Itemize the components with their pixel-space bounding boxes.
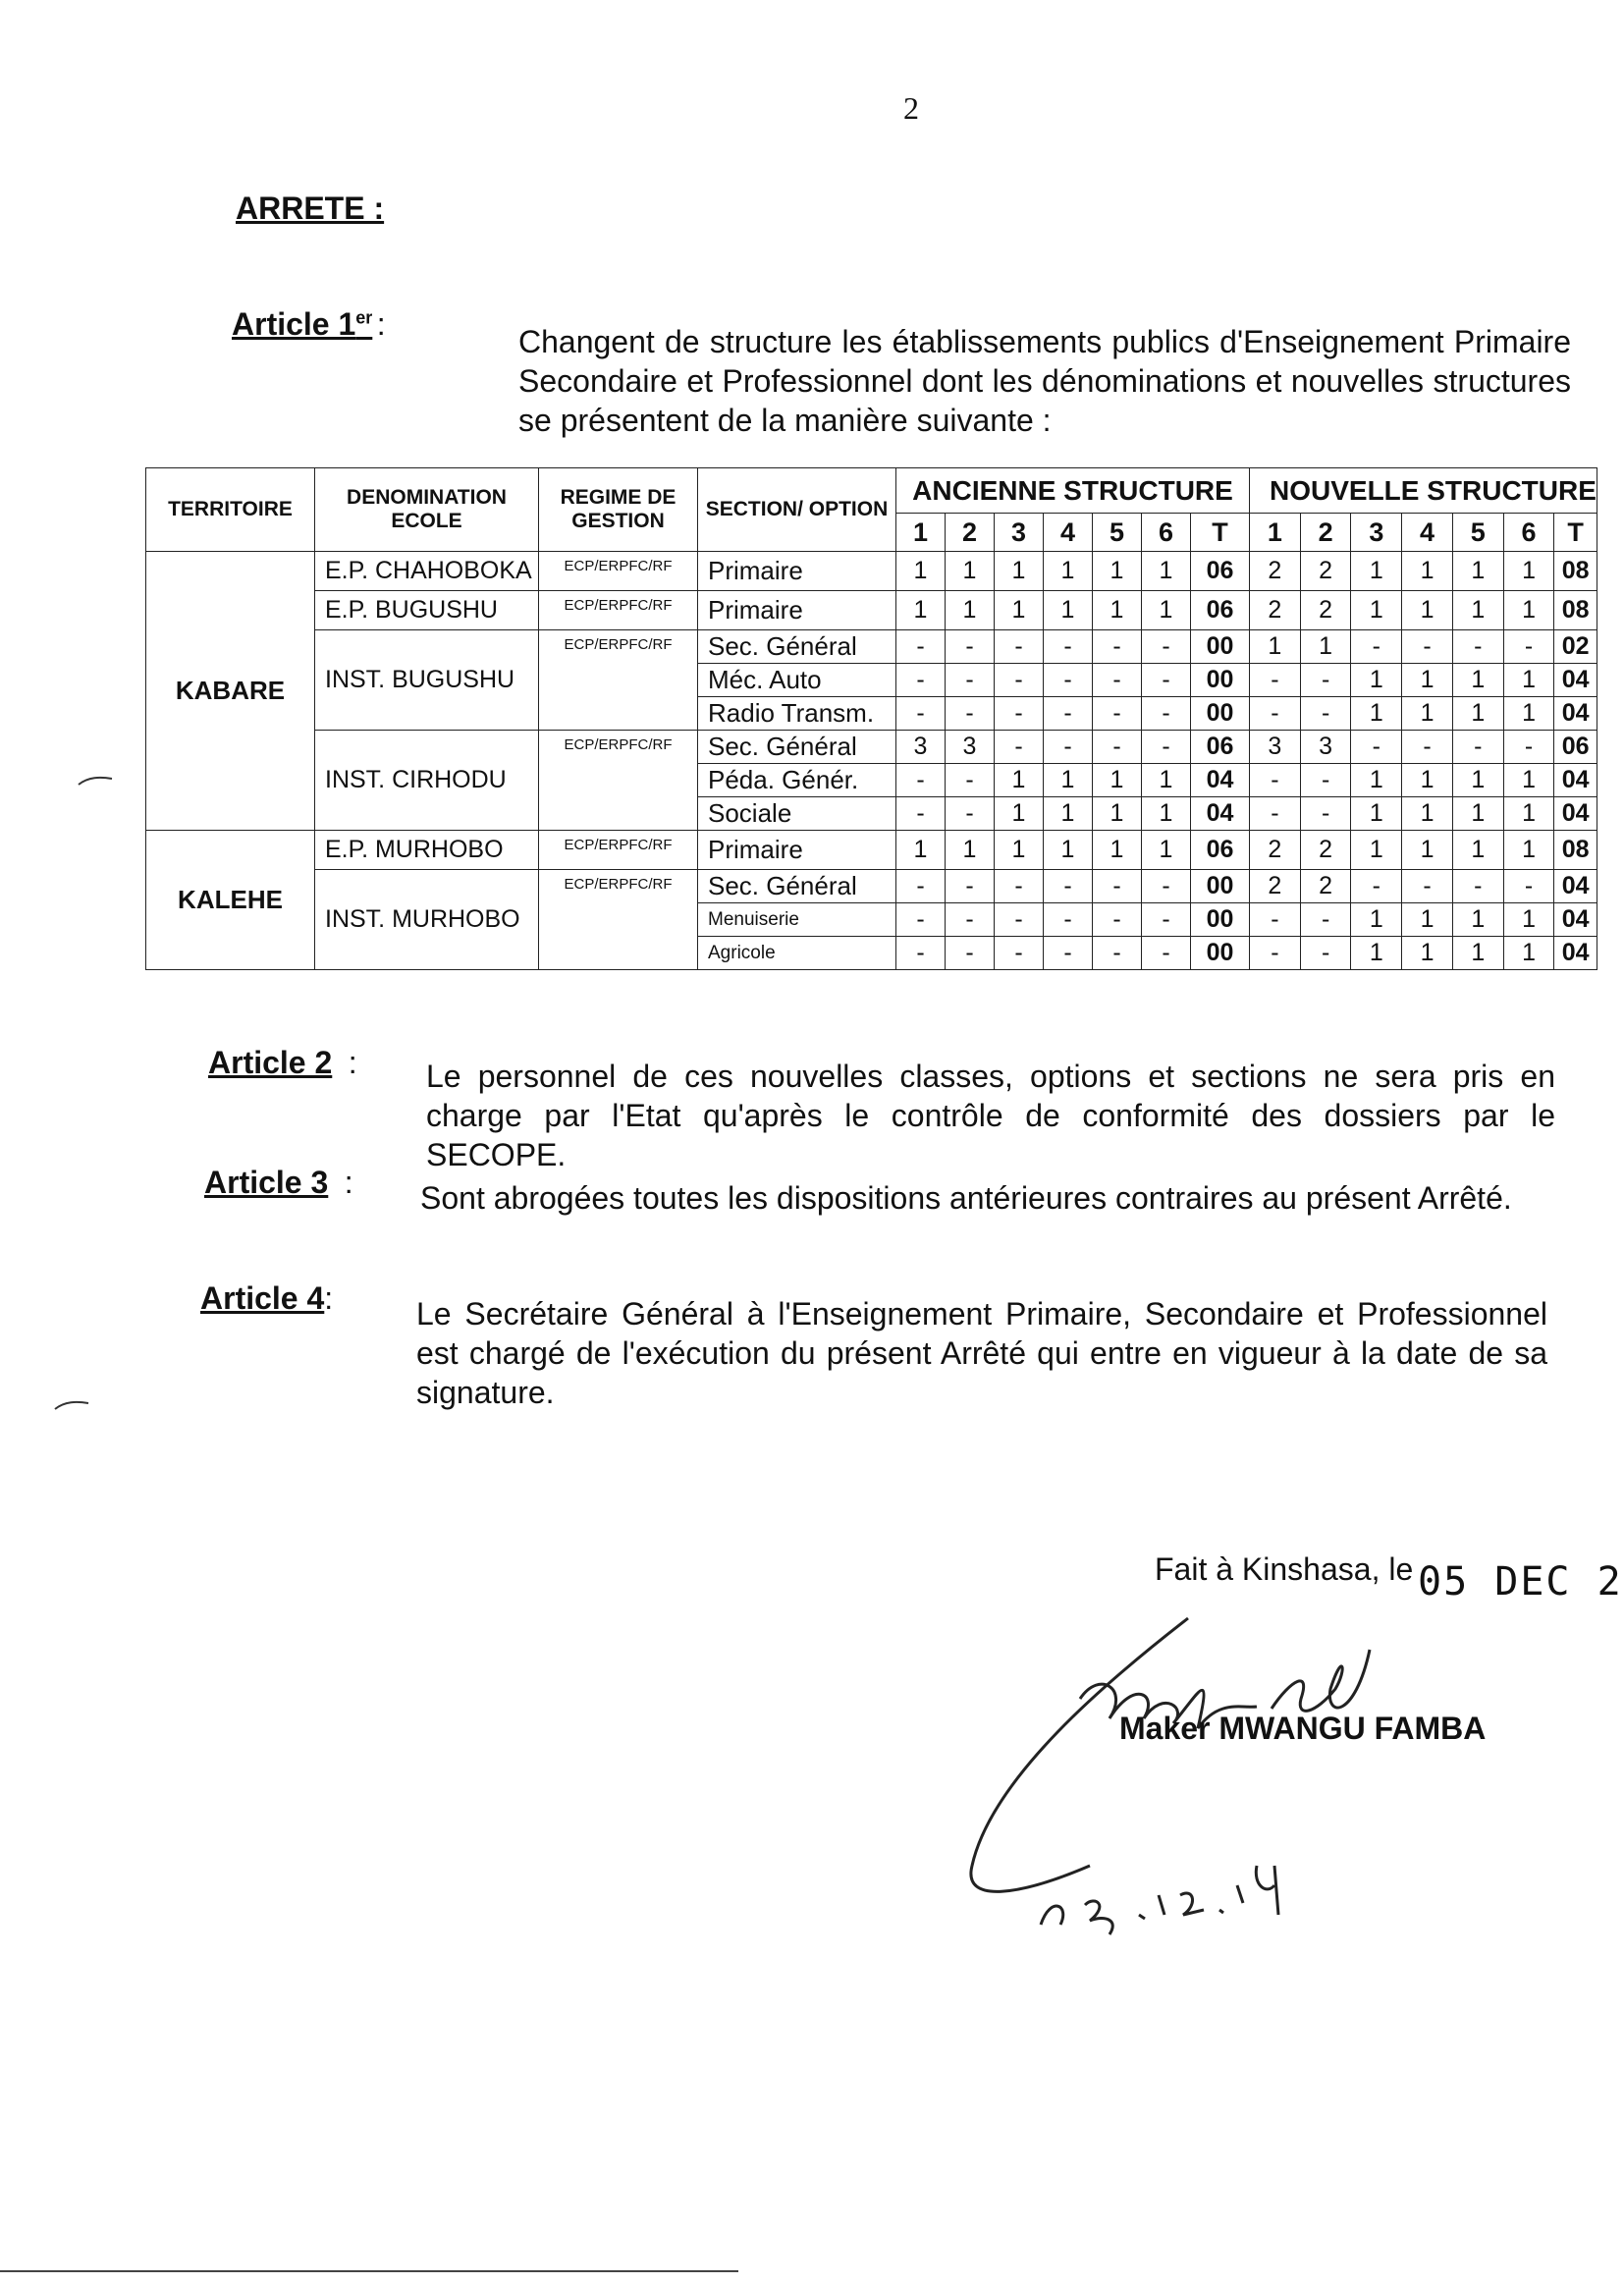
old-structure-cell: - [1044,937,1093,970]
regime: ECP/ERPFC/RF [539,870,698,970]
regime: ECP/ERPFC/RF [539,630,698,731]
old-structure-cell: 00 [1191,903,1250,937]
old-structure-cell: 1 [995,797,1044,831]
old-structure-cell: 06 [1191,731,1250,764]
new-structure-col-6: 6 [1503,514,1554,552]
old-structure-cell: 00 [1191,870,1250,903]
school-name: INST. BUGUSHU [315,630,539,731]
old-structure-cell: - [1142,664,1191,697]
old-structure-cell: 1 [946,591,995,630]
new-structure-cell: 02 [1554,630,1597,664]
new-structure-cell: - [1300,764,1351,797]
old-structure-col-t: T [1191,514,1250,552]
old-structure-cell: 1 [1044,764,1093,797]
section: Sec. Général [698,870,896,903]
article-3-label: Article 3 [204,1165,329,1200]
section: Primaire [698,552,896,591]
new-structure-cell: 04 [1554,697,1597,731]
margin-tick [77,775,116,787]
old-structure-cell: - [1093,731,1142,764]
old-structure-cell: 1 [1044,591,1093,630]
old-structure-cell: 06 [1191,591,1250,630]
old-structure-cell: 1 [1142,831,1191,870]
new-structure-cell: 08 [1554,552,1597,591]
new-structure-cell: 1 [1351,797,1402,831]
table-row [146,870,1597,903]
old-structure-cell: - [1142,870,1191,903]
old-structure-cell: 3 [896,731,946,764]
new-structure-cell: - [1250,937,1301,970]
new-structure-cell: 1 [1503,831,1554,870]
section: Péda. Génér. [698,764,896,797]
new-structure-cell: 2 [1300,552,1351,591]
regime: ECP/ERPFC/RF [539,591,698,630]
new-structure-cell: 2 [1300,591,1351,630]
place-of-signing: Fait à Kinshasa, le [1155,1551,1414,1587]
header-regime: REGIME DE GESTION [539,468,698,552]
territory-kabare: KABARE [146,552,315,831]
header-denomination: DENOMINATION ECOLE [315,468,539,552]
old-structure-cell: - [1093,870,1142,903]
new-structure-cell: - [1452,630,1503,664]
article-2-text: Le personnel de ces nouvelles classes, options et sections ne sera pris en charge par l'Etat qu'après le contrôle de conformité des dossiers par le SECOPE. [426,1059,1555,1172]
old-structure-cell: - [995,731,1044,764]
old-structure-cell: - [896,697,946,731]
old-structure-cell: 1 [896,552,946,591]
old-structure-cell: 1 [1142,797,1191,831]
new-structure-cell: - [1402,630,1453,664]
old-structure-cell: 06 [1191,552,1250,591]
new-structure-cell: 1 [1452,831,1503,870]
header-territoire: TERRITOIRE [146,468,315,552]
old-structure-cell: 1 [995,831,1044,870]
handwritten-signature [962,1571,1512,1944]
section: Méc. Auto [698,664,896,697]
new-structure-cell: 1 [1402,697,1453,731]
new-structure-cell: 1 [1452,797,1503,831]
old-structure-cell: 00 [1191,630,1250,664]
article-4-label: Article 4 [200,1280,325,1316]
old-structure-cell: - [995,903,1044,937]
old-structure-cell: - [1044,697,1093,731]
old-structure-cell: - [896,764,946,797]
article-1-label: Article 1er [232,306,373,342]
old-structure-cell: 1 [946,552,995,591]
table-row [146,731,1597,764]
new-structure-cell: 1 [1402,764,1453,797]
new-structure-cell: 08 [1554,831,1597,870]
old-structure-col-1: 1 [896,514,946,552]
new-structure-cell: - [1503,731,1554,764]
old-structure-cell: - [995,870,1044,903]
new-structure-cell: - [1250,664,1301,697]
regime: ECP/ERPFC/RF [539,731,698,831]
new-structure-cell: 1 [1402,797,1453,831]
new-structure-cell: 04 [1554,797,1597,831]
new-structure-cell: 1 [1503,697,1554,731]
new-structure-cell: 1 [1452,937,1503,970]
new-structure-cell: - [1452,731,1503,764]
new-structure-col-1: 1 [1250,514,1301,552]
old-structure-col-6: 6 [1142,514,1191,552]
new-structure-col-t: T [1554,514,1597,552]
signer-name: Maker MWANGU FAMBA [1119,1711,1487,1746]
old-structure-cell: 1 [896,591,946,630]
old-structure-cell: - [1044,870,1093,903]
article-4-text: Le Secrétaire Général à l'Enseignement Primaire, Secondaire et Professionnel est chargé de l'exécution du présent Arrêté qui entre en vigueur à la date de sa signature. [416,1296,1547,1410]
new-structure-cell: 1 [1351,697,1402,731]
new-structure-cell: - [1300,697,1351,731]
new-structure-col-4: 4 [1402,514,1453,552]
header-section: SECTION/ OPTION [698,468,896,552]
new-structure-col-2: 2 [1300,514,1351,552]
bottom-rule [0,2270,738,2272]
old-structure-cell: 1 [1093,552,1142,591]
school-name: INST. MURHOBO [315,870,539,970]
new-structure-cell: - [1300,903,1351,937]
new-structure-cell: 1 [1402,552,1453,591]
new-structure-cell: 1 [1452,764,1503,797]
old-structure-cell: - [1093,630,1142,664]
new-structure-cell: - [1452,870,1503,903]
old-structure-cell: 00 [1191,937,1250,970]
table-row [146,630,1597,664]
old-structure-cell: 1 [1044,552,1093,591]
new-structure-cell: 1 [1300,630,1351,664]
old-structure-cell: - [896,937,946,970]
header-nouvelle-structure: NOUVELLE STRUCTURE [1250,468,1597,514]
old-structure-cell: - [995,664,1044,697]
old-structure-cell: - [1044,903,1093,937]
school-name: E.P. CHAHOBOKA [315,552,539,591]
article-1-text: Changent de structure les établissements publics d'Enseignement Primaire Secondaire et Professionnel dont les dénominations et nouvelles structures se présentent de la manière suivante : [518,324,1571,438]
regime: ECP/ERPFC/RF [539,552,698,591]
section: Sec. Général [698,630,896,664]
new-structure-cell: - [1250,903,1301,937]
new-structure-cell: 2 [1250,870,1301,903]
new-structure-cell: - [1503,870,1554,903]
territory-kalehe: KALEHE [146,831,315,970]
old-structure-cell: - [1044,731,1093,764]
new-structure-cell: 1 [1250,630,1301,664]
old-structure-cell: - [1044,664,1093,697]
school-name: E.P. BUGUSHU [315,591,539,630]
new-structure-cell: 2 [1300,870,1351,903]
new-structure-cell: 1 [1503,764,1554,797]
old-structure-cell: 1 [1044,797,1093,831]
new-structure-cell: 1 [1351,903,1402,937]
old-structure-cell: - [946,664,995,697]
new-structure-cell: 2 [1250,552,1301,591]
old-structure-cell: 1 [995,591,1044,630]
section: Sec. Général [698,731,896,764]
new-structure-cell: 04 [1554,664,1597,697]
header-ancienne-structure: ANCIENNE STRUCTURE [896,468,1250,514]
old-structure-col-4: 4 [1044,514,1093,552]
new-structure-cell: - [1300,797,1351,831]
old-structure-cell: - [1142,903,1191,937]
new-structure-cell: 1 [1351,664,1402,697]
new-structure-cell: - [1250,797,1301,831]
new-structure-cell: 1 [1503,552,1554,591]
new-structure-cell: - [1351,731,1402,764]
new-structure-cell: 1 [1503,797,1554,831]
new-structure-cell: - [1300,664,1351,697]
new-structure-cell: 04 [1554,764,1597,797]
new-structure-cell: 1 [1503,903,1554,937]
margin-tick [53,1399,92,1411]
date-stamp: 05 DEC 2 [1418,1559,1623,1604]
old-structure-cell: - [946,870,995,903]
decree-heading: ARRETE : [236,190,385,226]
section: Agricole [698,937,896,970]
old-structure-cell: - [1044,630,1093,664]
old-structure-cell: 1 [896,831,946,870]
new-structure-cell: 1 [1351,552,1402,591]
old-structure-cell: 1 [1142,552,1191,591]
old-structure-cell: 1 [1044,831,1093,870]
old-structure-cell: 1 [995,552,1044,591]
new-structure-cell: 1 [1402,903,1453,937]
old-structure-cell: 06 [1191,831,1250,870]
page-number: 2 [903,90,919,126]
old-structure-cell: - [946,764,995,797]
old-structure-cell: - [946,797,995,831]
new-structure-cell: 1 [1503,937,1554,970]
new-structure-cell: 3 [1250,731,1301,764]
new-structure-cell: - [1250,697,1301,731]
old-structure-cell: 1 [1093,831,1142,870]
new-structure-cell: 1 [1503,591,1554,630]
structure-table [145,467,1597,970]
section: Menuiserie [698,903,896,937]
old-structure-cell: - [946,697,995,731]
old-structure-cell: - [896,630,946,664]
old-structure-cell: 1 [1142,764,1191,797]
table-row [146,591,1597,630]
old-structure-cell: - [1093,697,1142,731]
new-structure-col-3: 3 [1351,514,1402,552]
old-structure-cell: - [1142,937,1191,970]
table-row [146,552,1597,591]
new-structure-cell: - [1300,937,1351,970]
old-structure-cell: - [995,630,1044,664]
new-structure-cell: 1 [1402,831,1453,870]
old-structure-cell: - [995,937,1044,970]
section: Radio Transm. [698,697,896,731]
new-structure-cell: 1 [1452,591,1503,630]
new-structure-cell: 1 [1402,591,1453,630]
new-structure-cell: 1 [1452,664,1503,697]
article-3-colon: : [344,1165,353,1200]
old-structure-cell: - [946,630,995,664]
old-structure-cell: - [1093,903,1142,937]
old-structure-cell: 1 [1093,797,1142,831]
old-structure-cell: 1 [995,764,1044,797]
new-structure-cell: 1 [1452,903,1503,937]
article-2-label-block [208,1045,357,1081]
old-structure-cell: 1 [1093,764,1142,797]
new-structure-cell: - [1402,870,1453,903]
new-structure-cell: 1 [1452,552,1503,591]
school-name: INST. CIRHODU [315,731,539,831]
old-structure-cell: - [1142,731,1191,764]
regime: ECP/ERPFC/RF [539,831,698,870]
article-1-label-block [232,306,386,343]
old-structure-cell: 3 [946,731,995,764]
section: Primaire [698,831,896,870]
new-structure-col-5: 5 [1452,514,1503,552]
new-structure-cell: 1 [1351,937,1402,970]
old-structure-cell: - [896,664,946,697]
article-1-sup: er [355,307,373,328]
new-structure-cell: 2 [1300,831,1351,870]
new-structure-cell: 04 [1554,937,1597,970]
school-name: E.P. MURHOBO [315,831,539,870]
article-4-colon: : [324,1280,334,1316]
new-structure-cell: 04 [1554,903,1597,937]
new-structure-cell: - [1351,870,1402,903]
new-structure-cell: 1 [1503,664,1554,697]
new-structure-cell: 2 [1250,831,1301,870]
new-structure-cell: 1 [1402,937,1453,970]
new-structure-cell: 1 [1351,591,1402,630]
article-4-label-block [200,1280,333,1317]
new-structure-cell: 1 [1452,697,1503,731]
new-structure-cell: 08 [1554,591,1597,630]
old-structure-cell: 00 [1191,697,1250,731]
old-structure-cell: 1 [1142,591,1191,630]
old-structure-cell: - [946,937,995,970]
new-structure-cell: 1 [1351,764,1402,797]
old-structure-cell: - [896,870,946,903]
table-row [146,831,1597,870]
new-structure-cell: - [1402,731,1453,764]
old-structure-col-3: 3 [995,514,1044,552]
old-structure-cell: - [1093,664,1142,697]
old-structure-col-5: 5 [1093,514,1142,552]
article-1-colon: : [376,306,386,342]
new-structure-cell: 1 [1402,664,1453,697]
old-structure-cell: - [896,903,946,937]
old-structure-cell: 1 [946,831,995,870]
margin-mark [77,774,116,786]
article-3-text: Sont abrogées toutes les dispositions antérieures contraires au présent Arrêté. [420,1180,1512,1216]
old-structure-cell: - [995,697,1044,731]
new-structure-cell: 1 [1351,831,1402,870]
new-structure-cell: 3 [1300,731,1351,764]
article-2-colon: : [348,1045,357,1080]
old-structure-col-2: 2 [946,514,995,552]
new-structure-cell: 2 [1250,591,1301,630]
margin-mark [53,1398,92,1410]
old-structure-cell: 1 [1093,591,1142,630]
old-structure-cell: 04 [1191,764,1250,797]
old-structure-cell: - [946,903,995,937]
new-structure-cell: - [1503,630,1554,664]
old-structure-cell: 04 [1191,797,1250,831]
new-structure-cell: - [1250,764,1301,797]
section: Primaire [698,591,896,630]
old-structure-cell: - [1093,937,1142,970]
new-structure-cell: - [1351,630,1402,664]
new-structure-cell: 06 [1554,731,1597,764]
old-structure-cell: - [1142,697,1191,731]
article-2-label: Article 2 [208,1045,333,1080]
old-structure-cell: - [896,797,946,831]
old-structure-cell: 00 [1191,664,1250,697]
section: Sociale [698,797,896,831]
old-structure-cell: - [1142,630,1191,664]
new-structure-cell: 04 [1554,870,1597,903]
article-3-label-block [204,1165,353,1201]
